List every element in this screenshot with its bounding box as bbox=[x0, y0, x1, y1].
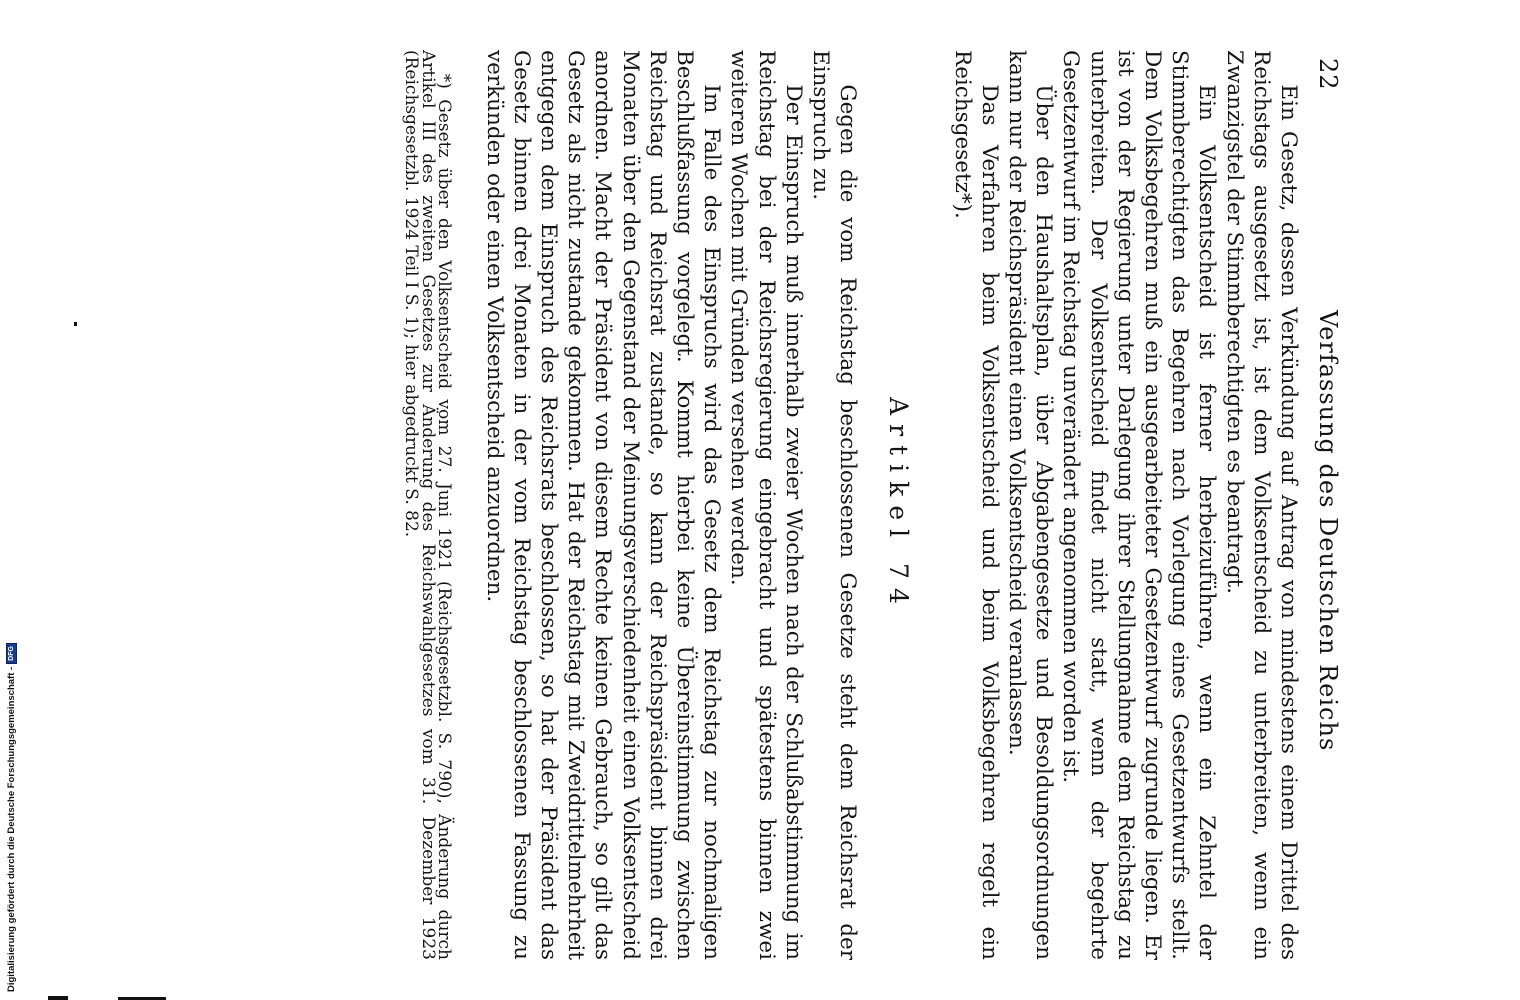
paragraph: Der Einspruch muß innerhalb zweier Wochen nach der Schlußabstimmung im Reichstag bei der Reichsregierung eingebracht und spätestens binnen zwei weiteren Wochen mit Gründen versehen werden. bbox=[726, 50, 806, 960]
credit-text: Digitalisierung gefördert durch die Deutsche Forschungsgemeinschaft - bbox=[6, 666, 17, 992]
scanned-page bbox=[80, 0, 1350, 1000]
scan-artifact bbox=[48, 996, 68, 1000]
digitization-credit bbox=[6, 643, 17, 992]
paragraph: Das Verfahren beim Volksentscheid und beim Volksbegehren regelt ein Reichsgesetz*). bbox=[949, 50, 1002, 960]
article-heading: Artikel 74 bbox=[884, 397, 914, 613]
running-title: Verfassung des Deutschen Reichs bbox=[1314, 310, 1342, 752]
footnote: *) Gesetz über den Volksentscheid vom 27. Juni 1921 (Reichsgesetzbl. S. 790), Änderung durch Artikel III des zweiten Gesetzes zur Änderung des Reichswahlgesetzes vom 31. Dezember 1923 (Reichsgesetzbl. 1924 Teil I S. 1); hier abgedruckt S. 82. bbox=[401, 50, 455, 960]
paragraph: Über den Haushaltsplan, über Abgabengesetze und Besoldungsordnungen kann nur der Reichspräsident einen Volksentscheid veranlassen. bbox=[1003, 50, 1057, 960]
page-number: 22 bbox=[1314, 58, 1342, 91]
page-header bbox=[1302, 50, 1342, 960]
paragraph: Ein Gesetz, dessen Verkündung auf Antrag von mindestens einem Drittel des Reichstags ausgesetzt ist, ist dem Volksentscheid zu unterbreiten, wenn ein Zwanzigstel der Stimmberechtigten es beantragt. bbox=[1221, 50, 1301, 960]
paragraph: Im Falle des Einspruchs wird das Gesetz dem Reichstag zur nochmaligen Beschlußfassung vorgelegt. Kommt hierbei keine Übereinstimmung zwischen Reichstag und Reichsrat zustande, so kann der Reichspräsident binnen drei Monaten über den Gegenstand der Meinungsverschiedenheit einen Volksentscheid anordnen. Macht der Präsident von diesem Rechte keinen Gebrauch, so gilt das Gesetz als nicht zustande gekommen. Hat der Reichstag mit Zweidrittelmehrheit entgegen dem Einspruch des Reichsrats beschlossen, so hat der Präsident das Gesetz binnen drei Monaten in der vom Reichstag beschlossenen Fassung zu verkünden oder einen Volksentscheid anzuordnen. bbox=[481, 50, 725, 960]
body-text bbox=[480, 50, 1302, 960]
scan-artifact bbox=[74, 322, 77, 326]
paragraph: Gegen die vom Reichstag beschlossenen Gesetze steht dem Reichsrat der Einspruch zu. bbox=[807, 50, 861, 960]
dfg-logo: DFG bbox=[6, 643, 17, 664]
paragraph: Ein Volksentscheid ist ferner herbeizuführen, wenn ein Zehntel der Stimmberechtigten das Begehren nach Vorlegung eines Gesetzentwurfs stellt. Dem Volksbegehren muß ein ausgearbeiteter Gesetzentwurf zugrunde liegen. Er ist von der Regierung unter Darlegung ihrer Stellungnahme dem Reichstag zu unterbreiten. Der Volksentscheid findet nicht statt, wenn der begehrte Gesetzentwurf im Reichstag unverändert angenommen worden ist. bbox=[1058, 50, 1220, 960]
